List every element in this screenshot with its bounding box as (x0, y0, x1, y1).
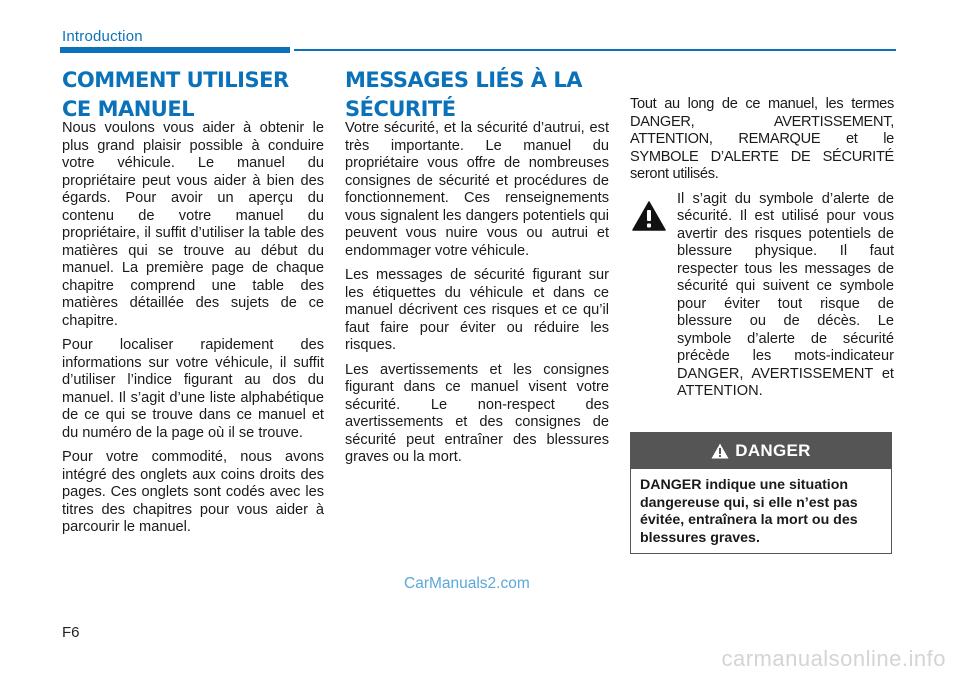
danger-text: DANGER indique une situation dangereuse qui, si elle n’est pas évitée, entraînera la mort ou des blessures graves. (640, 477, 858, 546)
watermark-carmanualsonline: carmanualsonline.info (721, 646, 946, 671)
heading-line-1: COMMENT UTILISER (62, 68, 289, 92)
header-rule-thick (60, 47, 290, 53)
column-2-body (345, 120, 609, 474)
heading-line-2: CE MANUEL (62, 97, 195, 121)
warning-triangle-icon (711, 443, 729, 459)
paragraph: Nous voulons vous aider à obtenir le plus grand plaisir possible à conduire votre véhicule. Le manuel du propriétaire peut vous aider à bien des égards. Pour avoir un aperçu du contenu de votre manuel du propriétaire, il suffit d’utiliser la table des matières qui se trouve au début du manuel. La première page de chaque chapitre comprend une table des matières détaillée des sujets de ce chapitre. (62, 120, 324, 329)
page-number: F6 (62, 624, 80, 641)
paragraph: Les messages de sécurité figurant sur les étiquettes du véhicule et dans ce manuel décrivent ces risques et ce qu’il faut faire pour éviter ou réduire les risques. (345, 267, 609, 353)
column-3-body (630, 96, 894, 401)
watermark-carmanuals2: CarManuals2.com (404, 575, 530, 592)
heading-line-2: SÉCURITÉ (345, 97, 456, 121)
section-title: Introduction (62, 28, 143, 45)
safety-alert-block (630, 191, 894, 401)
safety-alert-text: Il s’agit du symbole d’alerte de sécurité. Il est utilisé pour vous avertir des risques potentiels de blessure physique. Il faut respecter tous les messages de sécurité qui suivent ce symbole pour éviter tout risque de blessure ou de décès. Le symbole d’alerte de sécurité précède les mots-indicateur DANGER, AVERTISSEMENT et ATTENTION. (677, 190, 894, 399)
danger-header (631, 433, 891, 469)
danger-label: DANGER (735, 441, 811, 460)
heading-how-to-use (62, 66, 322, 124)
paragraph: Les avertissements et les consignes figurant dans ce manuel visent votre sécurité. Le non-respect des avertissements et des consignes de sécurité peut entraîner des blessures graves ou la mort. (345, 361, 609, 465)
warning-triangle-icon (632, 201, 666, 231)
header-rule-thin (294, 49, 896, 51)
paragraph: Pour votre commodité, nous avons intégré des onglets aux coins droits des pages. Ces onglets sont codés avec les titres des chapitres pour vous aider à parcourir le manuel. (62, 449, 324, 535)
paragraph: Votre sécurité, et la sécurité d’autrui, est très importante. Le manuel du propriétaire vous offre de nombreuses consignes de sécurité et procédures de fonctionnement. Ces renseignements vous signalent les dangers potentiels qui peuvent vous nuire vous ou autrui et endommager votre véhicule. (345, 120, 609, 259)
heading-safety-messages (345, 66, 615, 124)
paragraph: Pour localiser rapidement des informations sur votre véhicule, il suffit d’utiliser l’indice figurant au dos du manuel. Il s’agit d’une liste alphabétique de ce qui se trouve dans ce manuel et du numéro de la page où il se trouve. (62, 337, 324, 441)
paragraph-intro: Tout au long de ce manuel, les termes DANGER, AVERTISSEMENT, ATTENTION, REMARQUE et le SYMBOLE D’ALERTE DE SÉCURITÉ seront utilisés. (630, 96, 894, 182)
danger-box (630, 432, 892, 554)
column-1-body (62, 120, 324, 544)
heading-line-1: MESSAGES LIÉS À LA (345, 68, 582, 92)
